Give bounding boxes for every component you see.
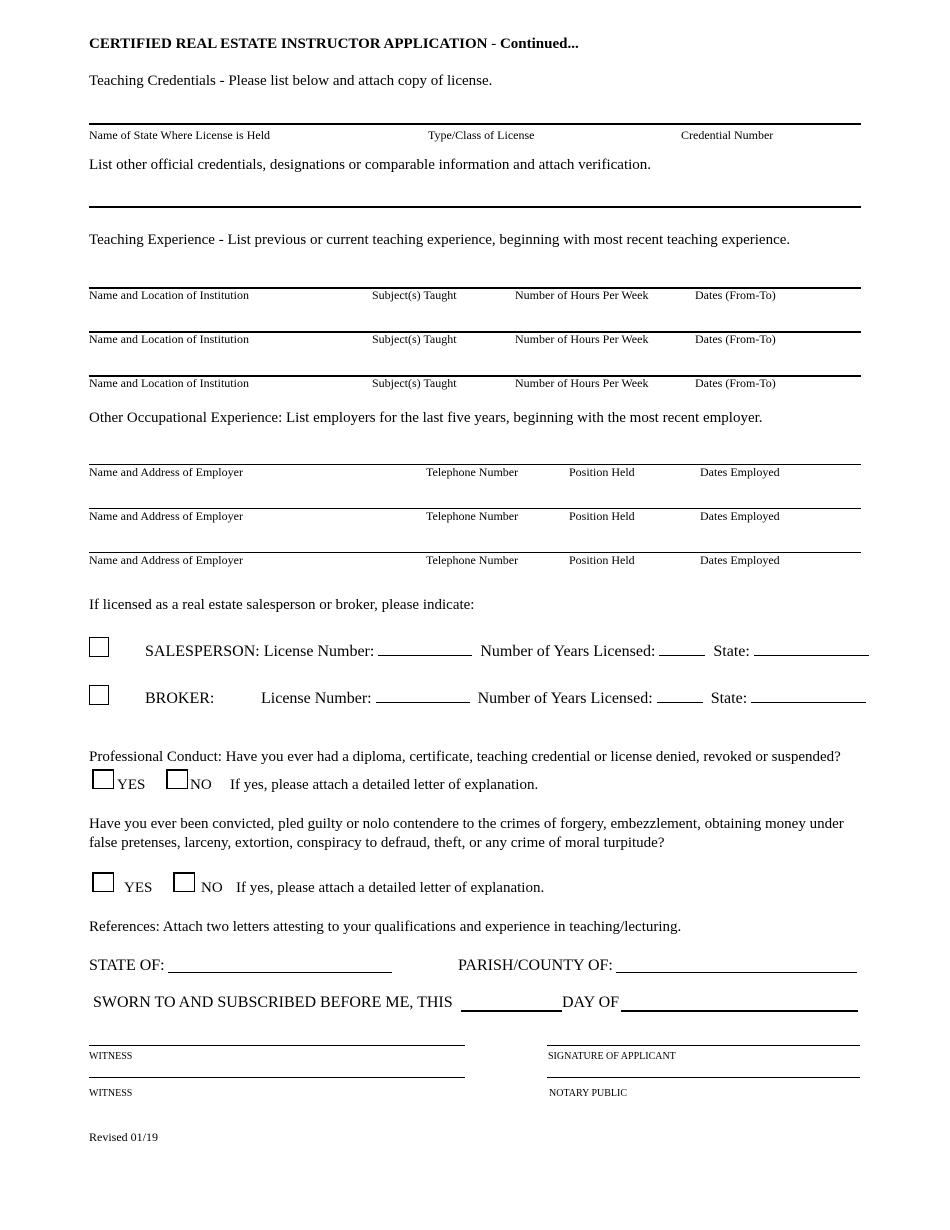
title-dash: - [487,36,500,52]
title-main: CERTIFIED REAL ESTATE INSTRUCTOR APPLICATION [89,36,488,52]
credentials-line[interactable] [89,123,861,125]
salesperson-years-label: Number of Years Licensed: [480,643,656,660]
occupational-intro: Other Occupational Experience: List employers for the last five years, beginning with the most recent employer. [89,410,763,426]
conviction-no-label: NO [201,880,223,896]
employer-col-name: Name and Address of Employer [89,553,243,567]
conviction-note: If yes, please attach a detailed letter of explanation. [236,880,545,896]
conduct-yes-checkbox[interactable] [92,769,114,789]
parish-county-label: PARISH/COUNTY OF: [458,957,613,974]
conviction-no-checkbox[interactable] [173,872,195,892]
teaching-col-subjects: Subject(s) Taught [372,332,457,346]
teaching-col-hours: Number of Hours Per Week [515,288,649,302]
employer-col-dates: Dates Employed [700,509,780,523]
sworn-day-field[interactable] [461,1010,562,1012]
other-credentials-line[interactable] [89,206,861,208]
conduct-note: If yes, please attach a detailed letter of explanation. [230,777,539,793]
day-of-field[interactable] [621,1010,858,1012]
salesperson-state-field[interactable] [754,654,869,656]
witness-1-line[interactable] [89,1045,465,1046]
employer-col-phone: Telephone Number [426,553,519,567]
broker-license-number-field[interactable] [376,701,470,703]
parish-county-field[interactable] [616,972,857,973]
employer-col-phone: Telephone Number [426,509,519,523]
notary-label: NOTARY PUBLIC [549,1088,628,1099]
credentials-col-number: Credential Number [681,128,774,142]
teaching-col-institution: Name and Location of Institution [89,332,249,346]
conduct-no-label: NO [190,777,212,793]
credentials-col-type: Type/Class of License [428,128,535,142]
broker-row [261,690,866,708]
teaching-col-dates: Dates (From-To) [695,332,776,346]
witness-2-line[interactable] [89,1077,465,1078]
teaching-col-subjects: Subject(s) Taught [372,376,457,390]
broker-state-field[interactable] [751,701,866,703]
state-of-field[interactable] [168,972,392,973]
salesperson-row [145,643,869,661]
broker-checkbox[interactable] [89,685,109,705]
broker-state-label: State: [710,690,748,707]
revised-date: Revised 01/19 [89,1130,158,1144]
teaching-col-hours: Number of Hours Per Week [515,376,649,390]
salesperson-checkbox[interactable] [89,637,109,657]
employer-col-name: Name and Address of Employer [89,509,243,523]
page-title [89,36,579,53]
employer-col-phone: Telephone Number [426,465,519,479]
broker-years-label: Number of Years Licensed: [477,690,653,707]
teaching-col-dates: Dates (From-To) [695,288,776,302]
employer-col-dates: Dates Employed [700,553,780,567]
conviction-yes-checkbox[interactable] [92,872,114,892]
other-credentials-intro: List other official credentials, designations or comparable information and attach verification. [89,157,652,173]
title-continued: Continued... [499,36,579,52]
salesperson-label: SALESPERSON: License Number: [145,643,375,660]
employer-col-position: Position Held [569,553,635,567]
teaching-col-institution: Name and Location of Institution [89,288,249,302]
day-of-label: DAY OF [562,994,620,1011]
signature-line[interactable] [547,1045,860,1046]
teaching-col-institution: Name and Location of Institution [89,376,249,390]
notary-line[interactable] [547,1077,860,1078]
conduct-question: Professional Conduct: Have you ever had a diploma, certificate, teaching credential or license denied, revoked or suspended? [89,749,841,765]
conduct-yes-label: YES [117,777,146,793]
conviction-question-line2: false pretenses, larceny, extortion, conspiracy to defraud, theft, or any crime of moral turpitude? [89,835,665,851]
salesperson-license-number-field[interactable] [378,654,472,656]
teaching-col-dates: Dates (From-To) [695,376,776,390]
conviction-question-line1: Have you ever been convicted, pled guilty or nolo contendere to the crimes of forgery, embezzlement, obtaining money under [89,816,844,832]
broker-years-field[interactable] [657,701,703,703]
state-of-label: STATE OF: [89,957,165,974]
references-text: References: Attach two letters attesting to your qualifications and experience in teaching/lecturing. [89,919,682,935]
license-intro: If licensed as a real estate salesperson or broker, please indicate: [89,597,475,613]
witness-2-label: WITNESS [89,1088,133,1099]
sworn-label: SWORN TO AND SUBSCRIBED BEFORE ME, THIS [93,994,453,1011]
employer-col-name: Name and Address of Employer [89,465,243,479]
teaching-col-hours: Number of Hours Per Week [515,332,649,346]
employer-col-position: Position Held [569,465,635,479]
employer-col-position: Position Held [569,509,635,523]
employer-col-dates: Dates Employed [700,465,780,479]
broker-license-label: License Number: [261,690,372,707]
teaching-col-subjects: Subject(s) Taught [372,288,457,302]
teaching-intro: Teaching Experience - List previous or current teaching experience, beginning with most recent teaching experience. [89,232,791,248]
salesperson-years-field[interactable] [659,654,705,656]
witness-1-label: WITNESS [89,1051,133,1062]
signature-label: SIGNATURE OF APPLICANT [548,1051,676,1062]
conduct-no-checkbox[interactable] [166,769,188,789]
salesperson-state-label: State: [713,643,750,660]
credentials-intro: Teaching Credentials - Please list below and attach copy of license. [89,73,493,89]
credentials-col-state: Name of State Where License is Held [89,128,271,142]
broker-label: BROKER: [145,690,215,707]
conviction-yes-label: YES [124,880,153,896]
